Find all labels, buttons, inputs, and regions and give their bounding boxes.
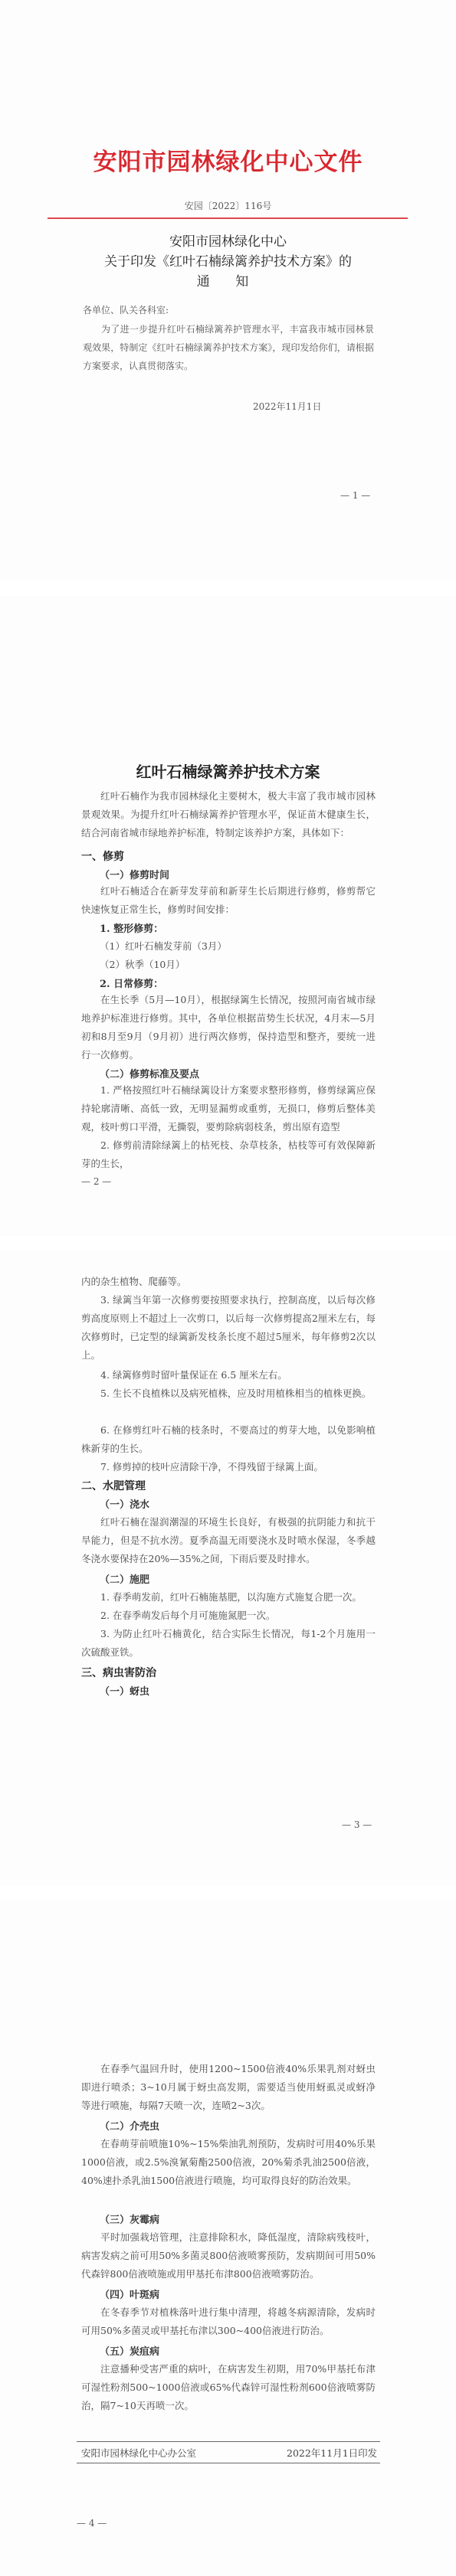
document-page-4 — [0, 1901, 456, 2576]
section-2-1-title: （一）浇水 — [100, 1499, 150, 1511]
section-1-2-title: （二）修剪标准及要点 — [100, 1069, 200, 1080]
notice-date: 2022年11月1日 — [253, 401, 322, 412]
page-number-3: — 3 — — [342, 1819, 372, 1830]
document-page-1 — [0, 0, 456, 580]
section-3-title: 三、病虫害防治 — [81, 1667, 156, 1679]
section-1-2-1: 1. 严格按照红叶石楠绿篱设计方案要求整形修剪，修剪绿篱应保持轮廓清晰、高低一致，无明显漏剪或重剪，无损口，修剪后整体美观，枝叶剪口平滑，无撕裂，要剪除病弱枝条，剪出原有造型 — [81, 1084, 376, 1133]
section-1-title: 一、修剪 — [81, 851, 124, 863]
section-1-2-5: 5. 生长不良植株以及病死植株，应及时用植株相当的植株更换。 — [100, 1388, 372, 1399]
section-1-2-2: 2. 修剪前清除绿篱上的枯死枝、杂草枝条，枯枝等可有效保障新芽的生长， — [81, 1139, 376, 1169]
notice-title-line2: 关于印发《红叶石楠绿篱养护技术方案》的 — [104, 254, 352, 270]
section-1-1-a1: （1）红叶石楠发芽前（3月） — [100, 940, 227, 952]
document-page-2 — [0, 596, 456, 1236]
section-3-3-title: （三）灰霉病 — [100, 2215, 160, 2226]
section-3-4-title: （四）叶斑病 — [100, 2290, 160, 2301]
page-gap — [0, 1885, 456, 1901]
footer-print-date: 2022年11月1日印发 — [287, 2447, 378, 2459]
footer-rule-top — [77, 2441, 380, 2442]
notice-title-line3: 通 知 — [196, 274, 260, 289]
page-number-1: — 1 — — [340, 490, 371, 501]
section-1-2-7: 7. 修剪掉的枝叶应清除干净，不得残留于绿篱上面。 — [100, 1461, 323, 1473]
section-2-2-1: 1. 春季萌发前，红叶石楠施基肥，以沟施方式施复合肥一次。 — [100, 1591, 362, 1603]
section-1-1-a: 1. 整形修剪： — [100, 924, 164, 935]
page-gap — [0, 1236, 456, 1251]
section-2-2-3: 3. 为防止红叶石楠黄化，结合实际生长情况，每1-2个月施用一次硫酸亚铁。 — [81, 1628, 376, 1658]
plan-title: 红叶石楠绿篱养护技术方案 — [136, 763, 320, 781]
section-1-1-b-text: 在生长季（5月—10月），根据绿篱生长情况，按照河南省城市绿地养护标准进行修剪。其中，各单位根据苗势生长状况，4月末—5月初和8月至9月（9月初）进行两次修剪，保持造型和整齐，要统一进行一次修剪。 — [81, 994, 376, 1061]
plan-intro: 红叶石楠作为我市园林绿化主要树木，极大丰富了我市城市园林景观效果。为提升红叶石楠绿篱养护管理水平，保证苗木健康生长，结合河南省城市绿地养护标准，特制定该养护方案，具体如下： — [81, 790, 376, 839]
page-gap — [0, 580, 456, 596]
section-2-title: 二、水肥管理 — [81, 1480, 146, 1492]
section-1-2-6: 6. 在修剪红叶石楠的枝条时，不要高过的剪芽大地，以免影响植株新芽的生长。 — [81, 1424, 376, 1454]
document-page-3 — [0, 1251, 456, 1885]
section-2-2-2: 2. 在春季萌发后每个月可施施氮肥一次。 — [100, 1610, 276, 1621]
section-1-2-4: 4. 绿篱修剪时留叶量保证在 6.5 厘米左右。 — [100, 1369, 287, 1381]
section-3-2-text: 在春萌芽前喷施10%~15%柴油乳剂预防，发病时可用40%乐果1000倍液，或2.5%溴氰菊酯2500倍液，20%菊杀乳油2500倍液，40%速扑杀乳油1500倍液进行喷施，均可取得良好的防治效果。 — [81, 2138, 376, 2186]
section-1-1-title: （一）修剪时间 — [100, 870, 170, 881]
notice-body: 为了进一步提升红叶石楠绿篱养护管理水平，丰富我市城市园林景观效果，特制定《红叶石楠绿篱养护技术方案》，现印发给你们，请根据方案要求，认真贯彻落实。 — [83, 324, 374, 371]
salutation: 各单位、队关各科室: — [83, 305, 169, 315]
section-2-1-text: 红叶石楠在湿润潮湿的环境生长良好，有极强的抗阴能力和抗干旱能力，但是不抗水涝。夏季高温无雨要浇水及时喷水保湿，冬季越冬浇水要保持在20%—35%之间，下雨后要及时排水。 — [81, 1516, 376, 1564]
section-3-5-text: 注意播种受害严重的病叶，在病害发生初期，用70%甲基托布津可湿性粉剂500~1000倍液或65%代森锌可湿性粉剂600倍液喷雾防治，隔7~10天再喷一次。 — [81, 2363, 376, 2411]
section-3-2-title: （二）介壳虫 — [100, 2121, 160, 2133]
header-title: 安阳市园林绿化中心文件 — [93, 149, 363, 176]
page-number-2: — 2 — — [81, 1176, 112, 1187]
section-1-1-b: 2. 日常修剪： — [100, 979, 164, 990]
section-3-5-title: （五）炭疽病 — [100, 2346, 160, 2358]
section-1-2-3: 3. 绿篱当年第一次修剪要按照要求执行，控制高度，以后每次修剪高度原则上不超过上一次剪口，以后每一次修剪提高2厘米左右，每次修剪时，已定型的绿篱新发枝条长度不超过5厘米，每年修剪2次以上。 — [81, 1294, 376, 1361]
document-number: 安园〔2022〕116号 — [184, 201, 272, 211]
notice-title-line1: 安阳市园林绿化中心 — [169, 234, 287, 250]
aphid-text: 在春季气温回升时，使用1200~1500倍液40%乐果乳剂对蚜虫即进行喷杀；3~10月属于蚜虫高发期，需要适当使用蚜虱灵或蚜净等进行喷施，每隔7天喷一次，连喷2~3次。 — [81, 2063, 376, 2111]
section-3-4-text: 在冬春季节对植株落叶进行集中清理，将越冬病源清除，发病时可用50%多菌灵或甲基托布津以300~400倍液进行防治。 — [81, 2306, 376, 2336]
section-1-1-text: 红叶石楠适合在新芽发芽前和新芽生长后期进行修剪，修剪帮它快速恢复正常生长，修剪时间安排： — [81, 885, 376, 915]
section-2-2-title: （二）施肥 — [100, 1574, 150, 1586]
footer-issuer: 安阳市园林绿化中心办公室 — [81, 2447, 197, 2459]
page-number-4: — 4 — — [77, 2518, 107, 2529]
section-3-1-title: （一）蚜虫 — [100, 1686, 150, 1698]
section-3-3-text: 平时加强栽培管理，注意排除积水，降低湿度，清除病残枝叶，病害发病之前可用50%多菌灵800倍液喷雾预防，发病期间可用50%代森锌800倍液喷施或用甲基托布津800倍液喷雾防治。 — [81, 2231, 376, 2280]
page3-top-text: 内的杂生植物、爬藤等。 — [81, 1276, 187, 1287]
red-divider — [48, 217, 408, 219]
section-1-1-a2: （2）秋季（10月） — [100, 959, 185, 970]
